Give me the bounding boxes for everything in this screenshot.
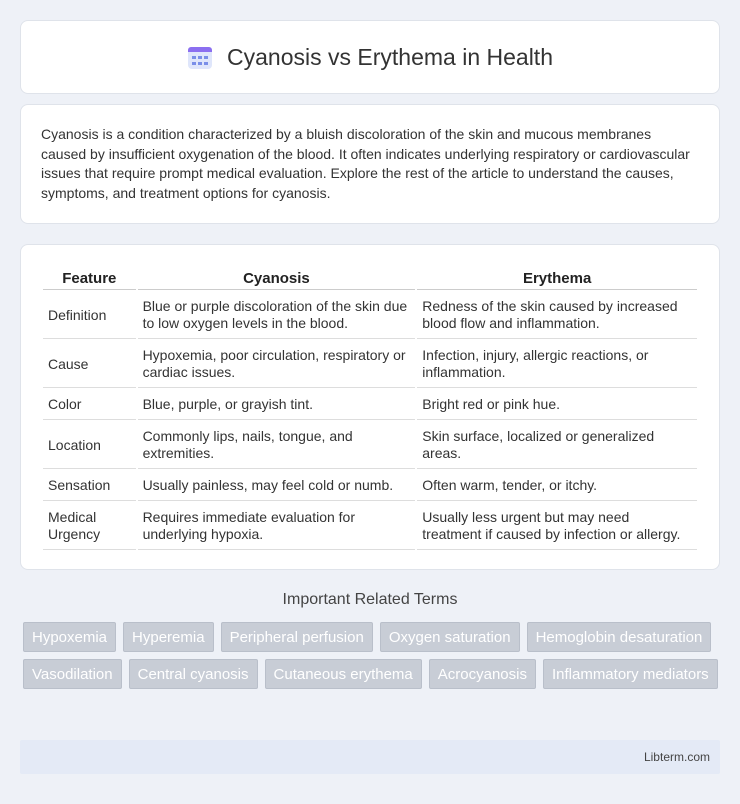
table-row — [43, 292, 697, 339]
header-card — [20, 20, 720, 94]
related-term-tag[interactable]: Hemoglobin desaturation — [527, 622, 712, 652]
feature-cell: Location — [43, 422, 136, 469]
header-feature: Feature — [43, 267, 136, 290]
comparison-card — [20, 244, 720, 570]
header-erythema: Erythema — [417, 267, 697, 290]
cyanosis-cell: Blue, purple, or grayish tint. — [138, 390, 416, 420]
erythema-cell: Infection, injury, allergic reactions, or inflammation. — [417, 341, 697, 388]
related-term-tag[interactable]: Oxygen saturation — [380, 622, 520, 652]
related-terms-title: Important Related Terms — [282, 591, 458, 608]
intro-card — [20, 104, 720, 224]
related-term-tag[interactable]: Acrocyanosis — [429, 659, 536, 689]
related-term-tag[interactable]: Central cyanosis — [129, 659, 258, 689]
table-row — [43, 471, 697, 501]
feature-cell: Sensation — [43, 471, 136, 501]
table-header-row — [43, 267, 697, 290]
feature-cell: Cause — [43, 341, 136, 388]
table-row — [43, 422, 697, 469]
feature-cell: Color — [43, 390, 136, 420]
related-term-tag[interactable]: Vasodilation — [23, 659, 122, 689]
cyanosis-cell: Commonly lips, nails, tongue, and extremities. — [138, 422, 416, 469]
feature-cell: Definition — [43, 292, 136, 339]
erythema-cell: Usually less urgent but may need treatment if caused by infection or allergy. — [417, 503, 697, 550]
header-cyanosis: Cyanosis — [138, 267, 416, 290]
calendar-icon — [187, 44, 213, 70]
cyanosis-cell: Requires immediate evaluation for underlying hypoxia. — [138, 503, 416, 550]
cyanosis-cell: Usually painless, may feel cold or numb. — [138, 471, 416, 501]
table-row — [43, 503, 697, 550]
related-term-tag[interactable]: Inflammatory mediators — [543, 659, 718, 689]
footer — [20, 740, 720, 774]
cyanosis-cell: Hypoxemia, poor circulation, respiratory or cardiac issues. — [138, 341, 416, 388]
related-term-tag[interactable]: Hypoxemia — [23, 622, 116, 652]
erythema-cell: Bright red or pink hue. — [417, 390, 697, 420]
related-term-tag[interactable]: Cutaneous erythema — [265, 659, 422, 689]
intro-text: Cyanosis is a condition characterized by a bluish discoloration of the skin and mucous membranes caused by insufficient oxygenation of the blood. It often indicates underlying respiratory or cardiovascular issues that require prompt medical evaluation. Explore the rest of the article to understand the causes, symptoms, and treatment options for cyanosis. — [41, 126, 690, 201]
related-terms-list — [23, 622, 723, 689]
related-term-tag[interactable]: Hyperemia — [123, 622, 214, 652]
feature-cell: Medical Urgency — [43, 503, 136, 550]
cyanosis-cell: Blue or purple discoloration of the skin due to low oxygen levels in the blood. — [138, 292, 416, 339]
page-title: Cyanosis vs Erythema in Health — [227, 43, 553, 70]
table-row — [43, 341, 697, 388]
footer-site-link[interactable]: Libterm.com — [643, 750, 710, 764]
table-row — [43, 390, 697, 420]
erythema-cell: Skin surface, localized or generalized areas. — [417, 422, 697, 469]
comparison-table — [41, 265, 699, 552]
related-term-tag[interactable]: Peripheral perfusion — [221, 622, 373, 652]
erythema-cell: Redness of the skin caused by increased blood flow and inflammation. — [417, 292, 697, 339]
erythema-cell: Often warm, tender, or itchy. — [417, 471, 697, 501]
